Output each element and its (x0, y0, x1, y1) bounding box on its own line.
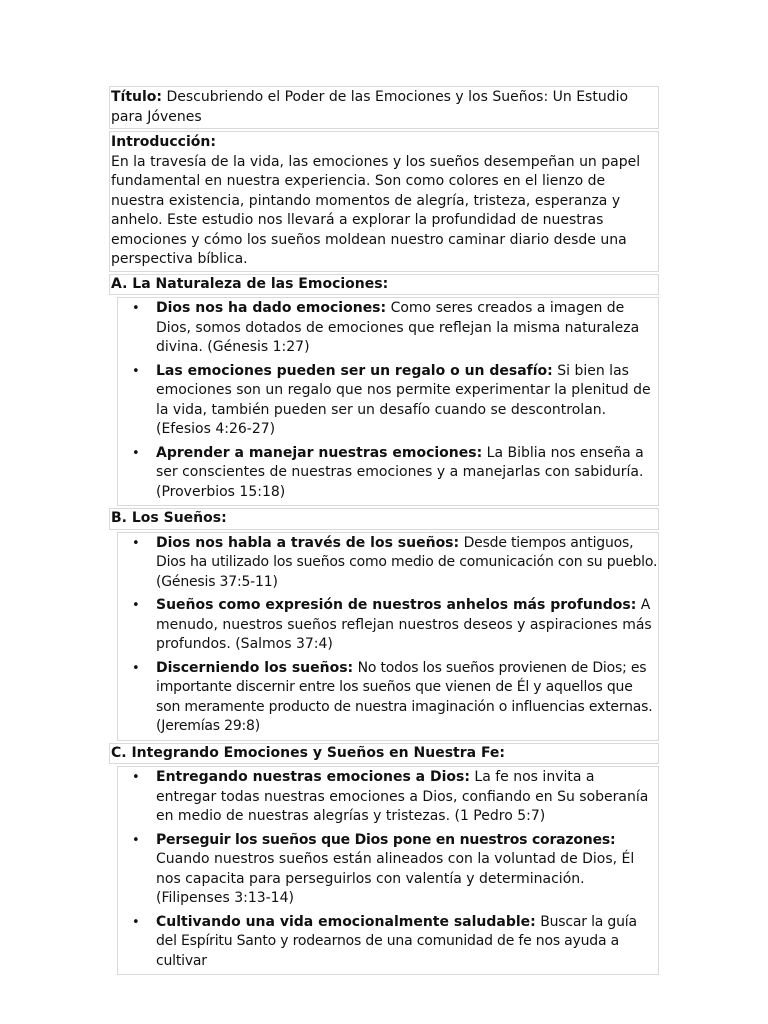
list-item (118, 298, 658, 361)
list-item-title: Dios nos habla a través de los sueños: (156, 534, 460, 551)
document-page (109, 86, 659, 977)
list-item (118, 658, 658, 740)
introduction-text: En la travesía de la vida, las emociones y los sueños desempeñan un papel fundamental en nuestra experiencia. Son como colores en el lienzo de nuestra existencia, pintando momentos de alegría, tristeza, esperanza y anhelo. Este estudio nos llevará a explorar la profundidad de nuestras emociones y cómo los sueños moldean nuestro caminar diario desde una perspectiva bíblica. (111, 153, 641, 267)
list-item-title: Aprender a manejar nuestras emociones: (156, 444, 483, 461)
section-heading-a (109, 274, 659, 296)
section-heading-text: B. Los Sueños: (111, 510, 227, 526)
list-item-text: A menudo, nuestros sueños reflejan nuestros deseos y aspiraciones más profundos. (Salmos 37:4) (156, 597, 652, 652)
list-item-title: Sueños como expresión de nuestros anhelos más profundos: (156, 597, 637, 613)
section-heading-text: C. Integrando Emociones y Sueños en Nuestra Fe: (111, 744, 506, 761)
introduction-block (109, 131, 659, 272)
list-item-text: Cuando nuestros sueños están alineados con la voluntad de Dios, Él nos capacita para perseguirlos con valentía y determinación. (Filipenses 3:13-14) (156, 851, 635, 906)
list-item-text: Buscar la guía del Espíritu Santo y rodearnos de una comunidad de fe nos ayuda a cultivar (156, 913, 637, 969)
section-list-b (117, 532, 659, 741)
list-item-text: Como seres creados a imagen de Dios, somos dotados de emociones que reflejan la misma naturaleza divina. (Génesis 1:27) (156, 300, 640, 355)
list-item-title: Dios nos ha dado emociones: (156, 300, 387, 316)
document-title: Descubriendo el Poder de las Emociones y los Sueños: Un Estudio para Jóvenes (111, 89, 629, 125)
section-heading-b (109, 508, 659, 530)
list-item-title: Cultivando una vida emocionalmente saludable: (156, 913, 536, 930)
list-item-text: Si bien las emociones son un regalo que nos permite experimentar la plenitud de la vida, también pueden ser un desafío cuando se descontrolan. (Efesios 4:26-27) (156, 362, 651, 437)
section-list-a (117, 297, 659, 506)
list-item (118, 830, 658, 912)
section-heading-c (109, 743, 659, 765)
list-item (118, 533, 658, 596)
list-item-title: Las emociones pueden ser un regalo o un desafío: (156, 362, 553, 379)
list-item-title: Perseguir los sueños que Dios pone en nuestros corazones: (156, 831, 616, 848)
list-item-text: La fe nos invita a entregar todas nuestras emociones a Dios, confiando en Su soberanía en medio de nuestras alegrías y tristezas. (1 Pedro 5:7) (156, 769, 649, 824)
list-item-title: Discerniendo los sueños: (156, 659, 354, 676)
list-item (118, 767, 658, 830)
list-item (118, 595, 658, 658)
list-item-text: No todos los sueños provienen de Dios; es importante discernir entre los sueños que vienen de Él y aquellos que son meramente producto de nuestra imaginación o influencias externas. (Jeremías 29:8) (156, 659, 653, 734)
list-item-title: Entregando nuestras emociones a Dios: (156, 769, 470, 785)
list-item (118, 443, 658, 506)
title-block (109, 86, 659, 129)
list-item (118, 912, 658, 975)
list-item (118, 361, 658, 443)
section-list-c (117, 766, 659, 975)
list-item-text: La Biblia nos enseña a ser conscientes de nuestras emociones y a manejarlas con sabiduría. (Proverbios 15:18) (156, 444, 644, 500)
list-item-text: Desde tiempos antiguos, Dios ha utilizado los sueños como medio de comunicación con su pueblo. (Génesis 37:5-11) (156, 534, 658, 590)
introduction-heading: Introducción: (111, 134, 216, 150)
section-heading-text: A. La Naturaleza de las Emociones: (111, 275, 389, 292)
title-label: Título: (111, 89, 163, 105)
